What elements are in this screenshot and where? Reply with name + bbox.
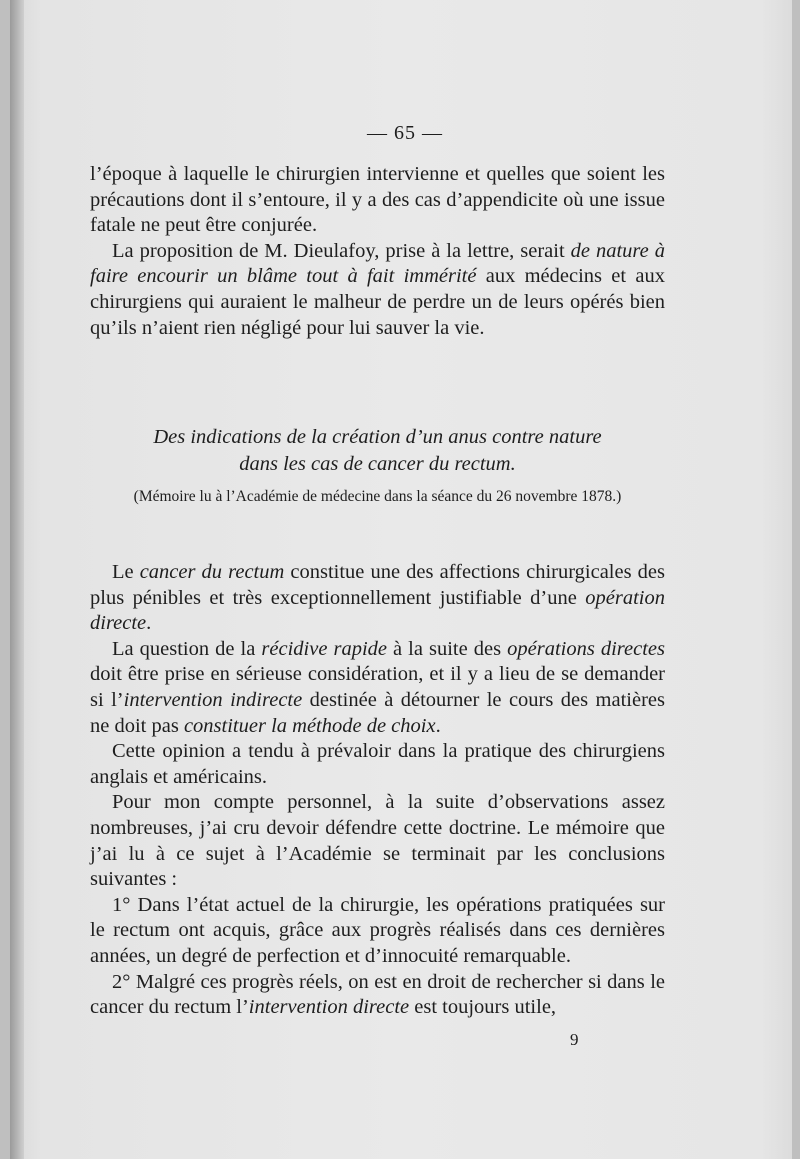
paragraph-3: Le cancer du rectum constitue une des affections chirurgicales des plus pénibles et très exceptionnellement justifiable d’une opération directe. xyxy=(90,561,665,635)
signature-mark: 9 xyxy=(570,1030,579,1049)
memoire-note: (Mémoire lu à l’Académie de médecine dans la séance du 26 novembre 1878.) xyxy=(133,488,622,505)
book-page xyxy=(10,0,792,1159)
paragraph-6: Pour mon compte personnel, à la suite d’observations assez nombreuses, j’ai cru devoir défendre cette doctrine. Le mémoire que j’ai lu à ce sujet à l’Académie se terminait par les conclusions suivantes : xyxy=(90,791,665,891)
paragraph-2: La proposition de M. Dieulafoy, prise à la lettre, serait de nature à faire encourir un blâme tout à fait immérité aux médecins et aux chirurgiens qui auraient le malheur de perdre un de leurs opérés bien qu’ils n’aient rien négligé pour lui sauver la vie. xyxy=(90,239,665,339)
main-text-block xyxy=(90,560,665,1021)
paragraph-8: 2° Malgré ces progrès réels, on est en droit de rechercher si dans le cancer du rectum l’intervention directe est toujours utile, xyxy=(90,970,665,1019)
paragraph-5: Cette opinion a tendu à prévaloir dans la pratique des chirurgiens anglais et américains. xyxy=(90,740,665,788)
paragraph-4: La question de la récidive rapide à la suite des opérations directes doit être prise en sérieuse considération, et il y a lieu de se demander si l’intervention indirecte destinée à détourner le cours des matières ne doit pas constituer la méthode de choix. xyxy=(90,637,665,737)
page-spine-shadow xyxy=(10,0,24,1159)
section-title-line-1: Des indications de la création d’un anus contre nature xyxy=(153,426,602,448)
paragraph-7: 1° Dans l’état actuel de la chirurgie, les opérations pratiquées sur le rectum ont acquis, grâce aux progrès réalisés dans ces dernières années, un degré de perfection et d’innocuité remarquable. xyxy=(90,893,665,967)
top-text-block xyxy=(90,162,665,341)
section-title xyxy=(90,424,665,478)
section-title-line-2: dans les cas de cancer du rectum. xyxy=(239,453,516,475)
page-number: — 65 — xyxy=(367,122,443,144)
paragraph-1: l’époque à laquelle le chirurgien intervienne et quelles que soient les précautions dont il s’entoure, il y a des cas d’appendicite où une issue fatale ne peut être conjurée. xyxy=(90,163,665,237)
